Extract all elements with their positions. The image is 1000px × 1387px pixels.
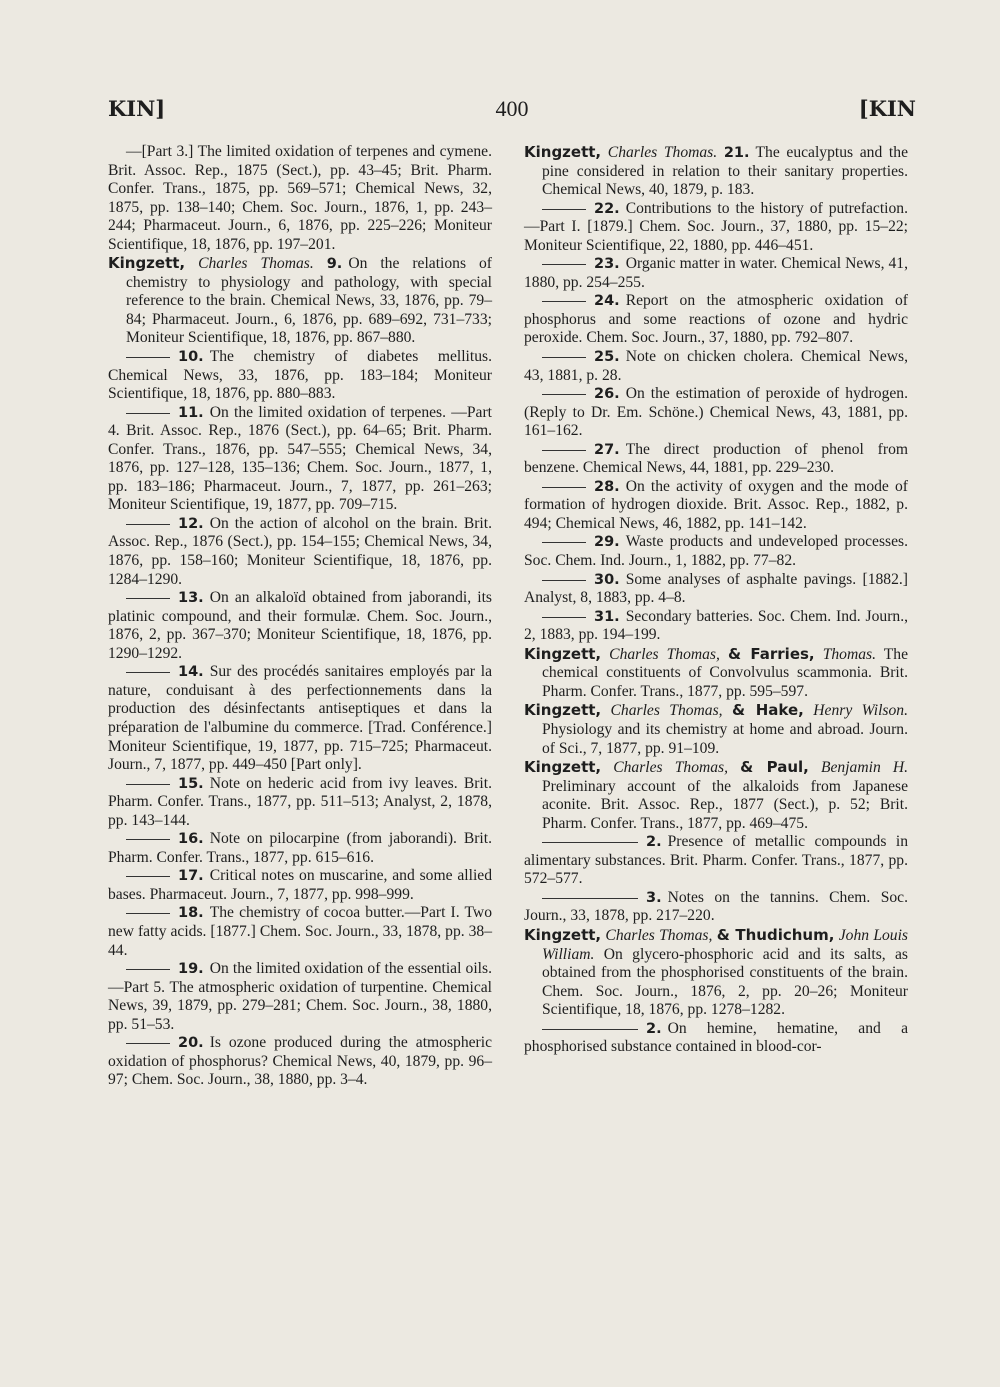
coauthor-given-name: Henry Wilson. xyxy=(813,702,908,720)
entry-text: Waste products and undeveloped processes. Soc. Chem. Ind. Journ., 1, 1882, pp. 77–82. xyxy=(524,533,908,570)
entry-number: 15. xyxy=(178,775,204,792)
entry-number: 2. xyxy=(646,834,662,851)
author-entry xyxy=(524,645,908,702)
coauthor-given-name: Thomas. xyxy=(822,645,876,663)
ditto-rule xyxy=(126,839,170,840)
entry-text: On glycero-phosphoric acid and its salts, as obtained from the phosphorised constituents of the brain. Chem. Soc. Journ., 1876, 2, pp. 20–26; Moniteur Scientifique, 18, 1876, pp. 1278–1282. xyxy=(542,945,909,1019)
author-given-name: Charles Thomas. xyxy=(607,144,718,161)
author-given-name: Charles Thomas, xyxy=(609,645,720,663)
entry-text: On hemine, hematine, and a phosphorised substance contained in blood-cor- xyxy=(524,1019,908,1056)
ditto-rule xyxy=(126,784,170,785)
ditto-rule xyxy=(126,969,170,970)
bibliography-entry xyxy=(108,775,492,831)
coauthor-surname: & Farries, xyxy=(727,644,815,663)
running-head-left: KIN] xyxy=(108,96,166,121)
author-surname: Kingzett, xyxy=(524,758,602,777)
bibliography-entry xyxy=(108,589,492,663)
coauthor-given-name: John Louis William. xyxy=(542,926,908,963)
ditto-rule xyxy=(542,842,638,843)
author-entry xyxy=(524,926,908,1020)
bibliography-entry xyxy=(524,348,908,385)
entry-number: 26. xyxy=(594,386,620,403)
page-header xyxy=(108,96,916,130)
entry-number: 20. xyxy=(178,1035,204,1052)
entry-number: 14. xyxy=(178,664,204,681)
entry-number: 19. xyxy=(178,961,204,978)
page-number: 400 xyxy=(495,96,529,121)
bibliography-entry xyxy=(524,533,908,570)
ditto-rule xyxy=(126,672,170,673)
entry-text: Report on the atmospheric oxidation of phosphorus and some reactions of ozone and hydric peroxide. Chem. Soc. Journ., 37, 1880, pp. 792–807. xyxy=(524,292,908,347)
entry-text: Preliminary account of the alkaloids from Japanese aconite. Brit. Assoc. Rep., 1877 (Sect.), p. 52; Brit. Pharm. Confer. Trans., 1877, pp. 469–475. xyxy=(542,777,908,832)
coauthor-surname: & Thudichum, xyxy=(716,925,835,944)
ditto-rule xyxy=(542,357,586,358)
ditto-rule xyxy=(542,580,586,581)
bibliography-entry xyxy=(524,889,908,926)
entry-number: 12. xyxy=(178,515,204,532)
ditto-rule xyxy=(126,598,170,599)
author-surname: Kingzett, xyxy=(108,254,186,273)
right-column xyxy=(524,143,908,1057)
bibliography-entry xyxy=(108,904,492,960)
author-given-name: Charles Thomas, xyxy=(613,759,729,777)
ditto-rule xyxy=(126,413,170,414)
entry-text: On the limited oxidation of terpenes. —Part 4. Brit. Assoc. Rep., 1876 (Sect.), pp. 64–65; Brit. Pharm. Confer. Trans., 1876, pp. 547–555; Chemical News, 34, 1876, pp. 127–128, 135–136; Chem. Soc. Journ., 1877, 1, pp. 183–186; Pharmaceut. Journ., 7, 1877, pp. 261–263; Moniteur Scientifique, 19, 1877, pp. 709–715. xyxy=(108,403,492,514)
author-given-name: Charles Thomas. xyxy=(198,255,314,273)
coauthor-surname: & Paul, xyxy=(740,758,809,777)
entry-text: On the limited oxidation of the essential oils.—Part 5. The atmospheric oxidation of turpentine. Chemical News, 39, 1879, pp. 279–281; Chem. Soc. Journ., 38, 1880, pp. 51–53. xyxy=(108,960,492,1033)
entry-text: Critical notes on muscarine, and some allied bases. Pharmaceut. Journ., 7, 1877, pp. 998–999. xyxy=(108,867,492,903)
entry-text: Organic matter in water. Chemical News, 41, 1880, pp. 254–255. xyxy=(524,255,908,291)
entry-number: 28. xyxy=(594,478,620,495)
bibliography-entry xyxy=(108,830,492,867)
bibliography-entry xyxy=(108,960,492,1034)
ditto-rule xyxy=(542,209,586,210)
bibliography-entry xyxy=(524,478,908,534)
entry-number: 17. xyxy=(178,868,204,885)
ditto-rule xyxy=(126,524,170,525)
ditto-rule xyxy=(542,1029,638,1030)
bibliography-entry xyxy=(524,441,908,478)
entry-number: 11. xyxy=(178,404,204,421)
entry-number: 9. xyxy=(326,256,343,273)
author-entry xyxy=(524,701,908,758)
ditto-rule xyxy=(542,394,586,395)
bibliography-entry xyxy=(108,663,492,774)
entry-text: On the activity of oxygen and the mode of formation of hydrogen dioxide. Brit. Assoc. Rep., 1882, p. 494; Chemical News, 46, 1882, pp. 141–142. xyxy=(524,477,908,532)
entry-text: Notes on the tannins. Chem. Soc. Journ., 33, 1878, pp. 217–220. xyxy=(524,888,908,925)
ditto-rule xyxy=(542,898,638,899)
ditto-rule xyxy=(542,487,586,488)
entry-text: On the action of alcohol on the brain. Brit. Assoc. Rep., 1876 (Sect.), pp. 154–155; Chemical News, 34, 1876, pp. 158–160; Moniteur Scientifique, 18, 1876, pp. 1284–1290. xyxy=(108,514,492,588)
author-surname: Kingzett, xyxy=(524,701,602,720)
coauthor-surname: & Hake, xyxy=(731,701,804,720)
bibliography-entry xyxy=(108,1034,492,1090)
bibliography-entry xyxy=(524,255,908,292)
entry-number: 10. xyxy=(178,349,204,366)
entry-text: Sur des procédés sanitaires employés par la nature, conduisant à des perfectionnements dans la production des désinfectants antiseptiques et dans la préparation de l'albumine du commerce. [Trad. Conférence.] Moniteur Scientifique, 19, 1877, pp. 715–725; Pharmaceut. Journ., 7, 1877, pp. 449–450 [Part only]. xyxy=(108,663,492,774)
entry-number: 24. xyxy=(594,293,620,310)
continued-entry xyxy=(108,143,492,254)
entry-number: 29. xyxy=(594,534,620,551)
entry-number: 21. xyxy=(723,145,750,161)
bibliography-entry xyxy=(524,200,908,256)
ditto-rule xyxy=(542,617,586,618)
entry-text: The chemistry of cocoa butter.—Part I. Two new fatty acids. [1877.] Chem. Soc. Journ., 33, 1878, pp. 38–44. xyxy=(108,904,492,959)
entry-text: Some analyses of asphalte pavings. [1882.] Analyst, 8, 1883, pp. 4–8. xyxy=(524,570,908,607)
entry-number: 27. xyxy=(594,441,620,458)
bibliography-entry xyxy=(108,404,492,515)
entry-text: On the relations of chemistry to physiology and pathology, with special reference to the brain. Chemical News, 33, 1876, pp. 79–84; Pharmaceut. Journ., 6, 1876, pp. 689–692, 731–733; Moniteur Scientifique, 18, 1876, pp. 867–880. xyxy=(126,255,492,347)
bibliography-entry xyxy=(524,292,908,348)
entry-text: On the estimation of peroxide of hydrogen. (Reply to Dr. Em. Schöne.) Chemical News, 43, 1881, pp. 161–162. xyxy=(524,385,908,440)
author-entry xyxy=(524,143,908,200)
entry-number: 22. xyxy=(594,200,620,217)
entry-number: 2. xyxy=(646,1020,662,1037)
entry-number: 18. xyxy=(178,905,204,922)
coauthor-given-name: Benjamin H. xyxy=(820,759,909,777)
entry-text: The chemistry of diabetes mellitus. Chemical News, 33, 1876, pp. 183–184; Moniteur Scientifique, 18, 1876, pp. 880–883. xyxy=(108,348,492,403)
author-surname: Kingzett, xyxy=(524,925,602,944)
ditto-rule xyxy=(542,450,586,451)
ditto-rule xyxy=(126,913,170,914)
bibliography-entry xyxy=(108,515,492,589)
author-given-name: Charles Thomas, xyxy=(605,926,713,944)
ditto-rule xyxy=(542,301,586,302)
left-column xyxy=(108,143,492,1090)
entry-text: On an alkaloïd obtained from jaborandi, its platinic compound, and their formulæ. Chem. Soc. Journ., 1876, 2, pp. 367–370; Moniteur Scientifique, 18, 1876, pp. 1290–1292. xyxy=(108,589,492,662)
entry-text: Note on hederic acid from ivy leaves. Brit. Pharm. Confer. Trans., 1877, pp. 511–513; Analyst, 2, 1878, pp. 143–144. xyxy=(108,774,492,829)
entry-number: 23. xyxy=(594,256,620,273)
ditto-rule xyxy=(126,876,170,877)
entry-text: Is ozone produced during the atmospheric oxidation of phosphorus? Chemical News, 40, 1879, pp. 96–97; Chem. Soc. Journ., 38, 1880, pp. 3–4. xyxy=(108,1034,492,1089)
ditto-rule xyxy=(542,542,586,543)
entry-number: 25. xyxy=(594,349,620,366)
bibliography-entry xyxy=(524,833,908,889)
entry-text: Contributions to the history of putrefaction.—Part I. [1879.] Chem. Soc. Journ., 37, 1880, pp. 15–22; Moniteur Scientifique, 22, 1880, pp. 446–451. xyxy=(524,199,908,254)
author-entry xyxy=(524,758,908,833)
ditto-rule xyxy=(126,357,170,358)
bibliography-entry xyxy=(524,608,908,645)
ditto-rule xyxy=(126,1043,170,1044)
entry-text: —[Part 3.] The limited oxidation of terpenes and cymene. Brit. Assoc. Rep., 1875 (Sect.), pp. 43–45; Brit. Pharm. Confer. Trans., 1875, pp. 569–571; Chemical News, 32, 1875, pp. 138–140; Chem. Soc. Journ., 1876, 1, pp. 243–244; Pharmaceut. Journ., 6, 1876, pp. 225–226; Moniteur Scientifique, 18, 1876, pp. 197–201. xyxy=(108,143,492,253)
bibliography-entry xyxy=(524,385,908,441)
entry-number: 16. xyxy=(178,831,204,848)
entry-number: 3. xyxy=(646,889,662,906)
entry-number: 31. xyxy=(594,608,620,625)
author-entry xyxy=(108,254,492,348)
entry-text: The eucalyptus and the pine considered in relation to their sanitary properties. Chemical News, 40, 1879, p. 183. xyxy=(542,144,908,199)
entry-number: 30. xyxy=(594,571,620,588)
entry-text: Secondary batteries. Soc. Chem. Ind. Journ., 2, 1883, pp. 194–199. xyxy=(524,607,908,644)
bibliography-entry xyxy=(108,348,492,404)
entry-text: Presence of metallic compounds in alimentary substances. Brit. Pharm. Confer. Trans., 1877, pp. 572–577. xyxy=(524,833,908,888)
bibliography-entry xyxy=(108,867,492,904)
author-given-name: Charles Thomas, xyxy=(610,702,723,720)
entry-text: Physiology and its chemistry at home and abroad. Journ. of Sci., 7, 1877, pp. 91–109. xyxy=(542,720,908,757)
entry-text: The chemical constituents of Convolvulus scammonia. Brit. Pharm. Confer. Trans., 1877, pp. 595–597. xyxy=(542,645,908,700)
author-surname: Kingzett, xyxy=(524,644,602,663)
entry-number: 13. xyxy=(178,590,204,607)
entry-text: The direct production of phenol from benzene. Chemical News, 44, 1881, pp. 229–230. xyxy=(524,440,908,477)
bibliography-entry xyxy=(524,571,908,608)
entry-text: Note on pilocarpine (from jaborandi). Brit. Pharm. Confer. Trans., 1877, pp. 615–616. xyxy=(108,830,492,866)
running-head-right: [KIN xyxy=(858,96,916,121)
bibliography-entry xyxy=(524,1020,908,1057)
ditto-rule xyxy=(542,264,586,265)
entry-text: Note on chicken cholera. Chemical News, 43, 1881, p. 28. xyxy=(524,348,908,384)
author-surname: Kingzett, xyxy=(524,143,602,161)
